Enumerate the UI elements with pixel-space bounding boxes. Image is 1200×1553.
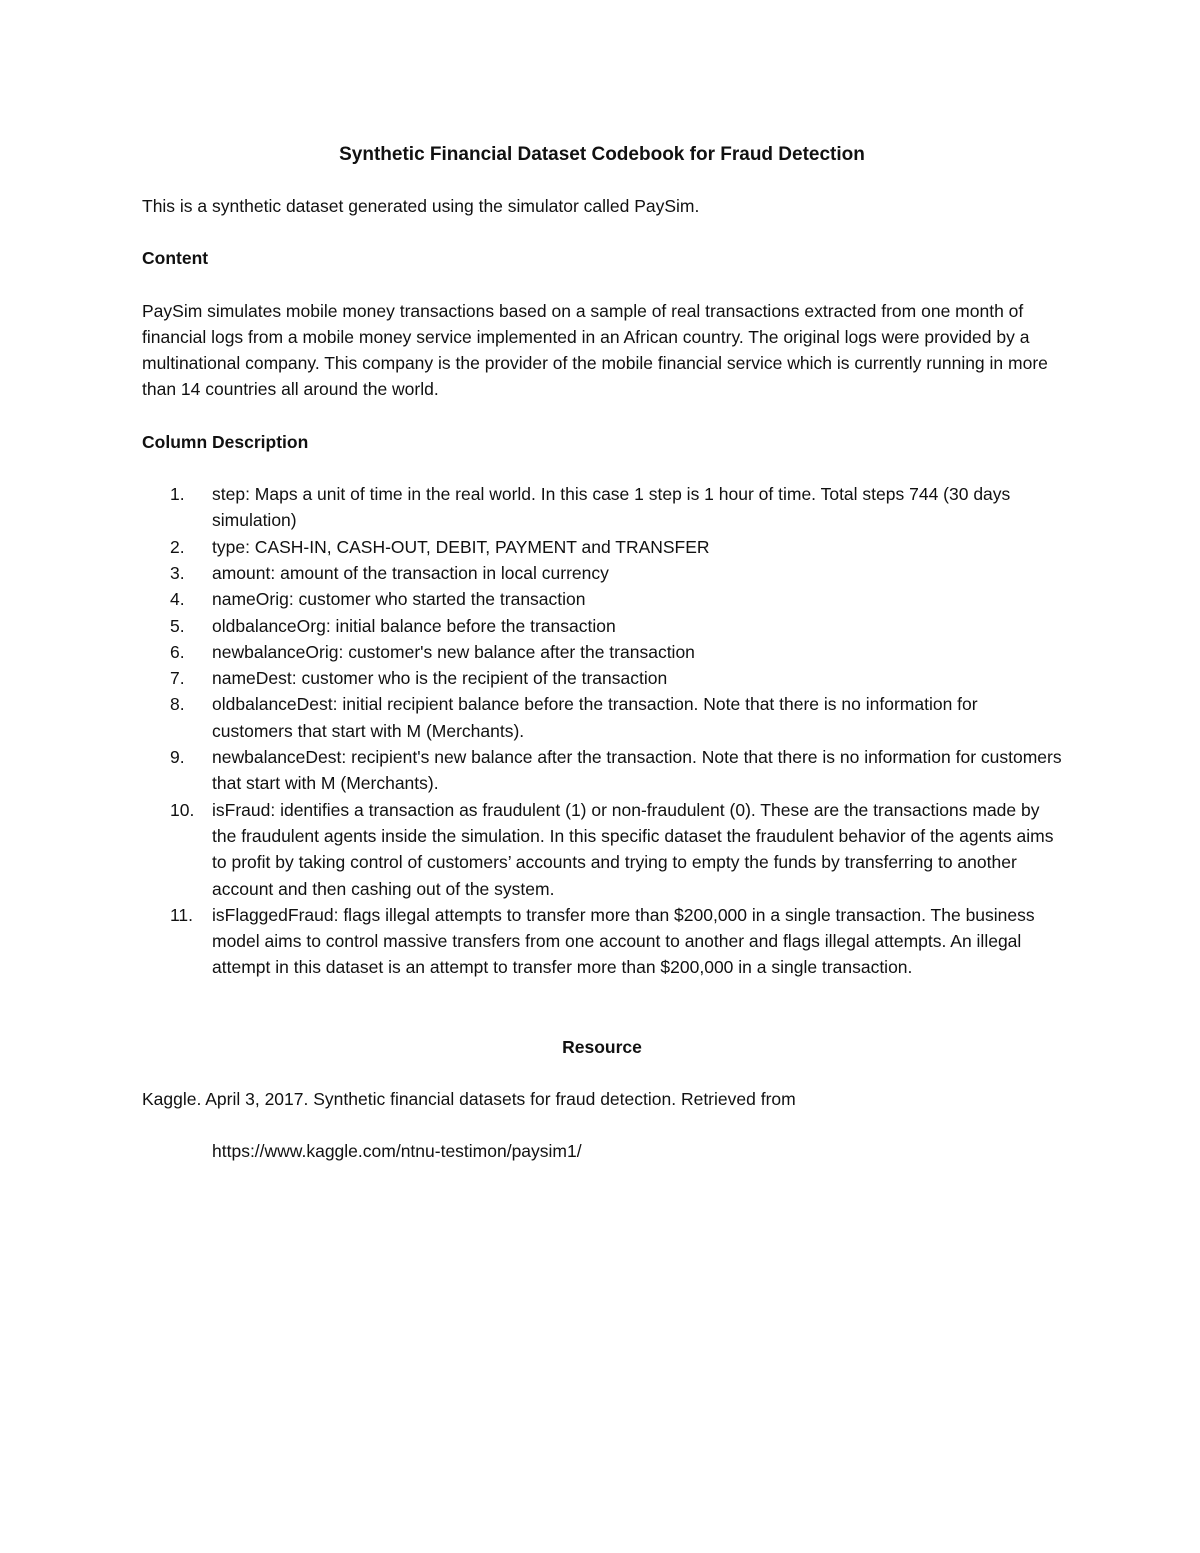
list-item-number: 2. <box>170 536 185 557</box>
list-item <box>142 613 1062 639</box>
list-item-text: oldbalanceDest: initial recipient balance before the transaction. Note that there is no information for customers that start with M (Merchants). <box>212 694 978 741</box>
list-item <box>142 586 1062 612</box>
content-paragraph: PaySim simulates mobile money transactions based on a sample of real transactions extracted from one month of financial logs from a mobile money service implemented in an African country. The original logs were provided by a multinational company. This company is the provider of the mobile financial service which is currently running in more than 14 countries all around the world. <box>142 300 1048 400</box>
list-item-text: newbalanceOrig: customer's new balance after the transaction <box>212 641 695 662</box>
list-item-text: oldbalanceOrg: initial balance before the transaction <box>212 615 616 636</box>
list-item-number: 8. <box>170 694 185 715</box>
list-item <box>142 639 1062 665</box>
list-item-number: 7. <box>170 668 185 689</box>
list-item <box>142 534 1062 560</box>
list-item <box>142 797 1062 902</box>
list-item-text: amount: amount of the transaction in local currency <box>212 562 609 583</box>
list-item-text: nameOrig: customer who started the transaction <box>212 589 586 610</box>
list-item-text: step: Maps a unit of time in the real world. In this case 1 step is 1 hour of time. Total steps 744 (30 days simulation) <box>212 484 1011 531</box>
list-item-text: newbalanceDest: recipient's new balance after the transaction. Note that there is no information for customers that start with M (Merchants). <box>212 747 1062 794</box>
resource-url: https://www.kaggle.com/ntnu-testimon/paysim1/ <box>212 1141 582 1162</box>
list-item-number: 1. <box>170 484 185 505</box>
list-item <box>142 902 1062 981</box>
list-item-text: nameDest: customer who is the recipient of the transaction <box>212 668 668 689</box>
list-item <box>142 665 1062 691</box>
column-description-heading: Column Description <box>142 431 309 452</box>
document-body <box>142 140 1062 1165</box>
list-item <box>142 691 1062 744</box>
intro-paragraph: This is a synthetic dataset generated using the simulator called PaySim. <box>142 196 700 216</box>
content-heading: Content <box>142 248 209 269</box>
column-description-list <box>142 481 1062 981</box>
citation-text: Kaggle. April 3, 2017. Synthetic financial datasets for fraud detection. Retrieved from <box>142 1089 796 1110</box>
list-item-number: 3. <box>170 562 185 583</box>
list-item-number: 4. <box>170 589 185 610</box>
list-item-text: type: CASH-IN, CASH-OUT, DEBIT, PAYMENT and TRANSFER <box>212 536 710 557</box>
list-item <box>142 744 1062 797</box>
list-item-text: isFlaggedFraud: flags illegal attempts to transfer more than $200,000 in a single transaction. The business model aims to control massive transfers from one account to another and flags illegal attempts. An illegal attempt in this dataset is an attempt to transfer more than $200,000 in a single transaction. <box>212 904 1035 978</box>
list-item <box>142 481 1062 534</box>
list-item-number: 10. <box>170 799 195 820</box>
list-item-number: 11. <box>170 904 194 925</box>
list-item <box>142 560 1062 586</box>
list-item-number: 5. <box>170 615 185 636</box>
list-item-number: 6. <box>170 641 185 662</box>
list-item-text: isFraud: identifies a transaction as fraudulent (1) or non-fraudulent (0). These are the transactions made by the fraudulent agents inside the simulation. In this specific dataset the fraudulent behavior of the agents aims to profit by taking control of customers’ accounts and trying to empty the funds by transferring to another account and then cashing out of the system. <box>212 799 1054 899</box>
document-title: Synthetic Financial Dataset Codebook for Fraud Detection <box>339 144 865 165</box>
list-item-number: 9. <box>170 747 185 768</box>
resource-heading: Resource <box>562 1036 642 1057</box>
